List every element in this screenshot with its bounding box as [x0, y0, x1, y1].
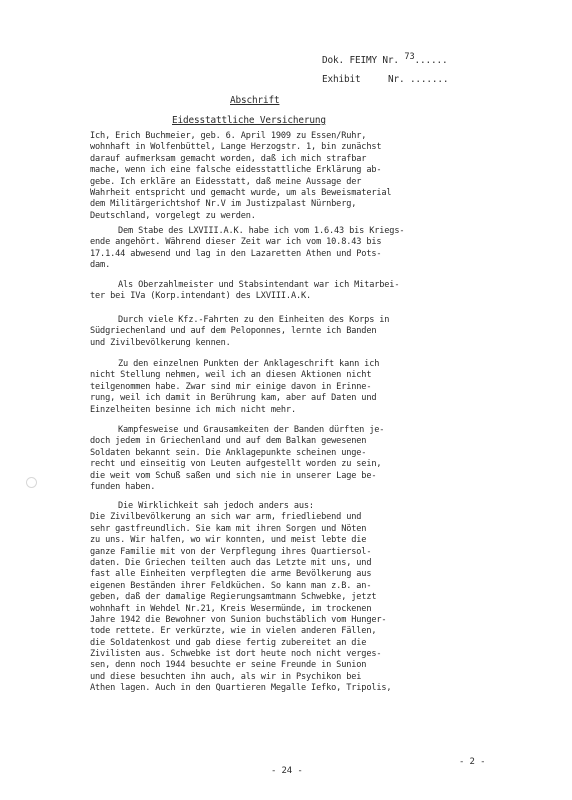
text-line: Südgriechenland und auf dem Peloponnes, lernte ich Banden — [90, 326, 377, 337]
text-line: recht und einseitig von Leuten aufgestellt worden zu sein, — [90, 459, 382, 470]
text-line: 17.1.44 abwesend und lag in den Lazaretten Athen und Pots- — [90, 248, 382, 259]
text-line: Wahrheit entspricht und gemacht wurde, um als Beweismaterial — [90, 187, 392, 198]
text-line: eigenen Beständen ihrer Feldküchen. So kann man z.B. an- — [90, 580, 372, 591]
text-line: Zivilisten aus. Schwebke ist dort heute noch nicht verges- — [90, 649, 382, 660]
exhibit-nr-label: Nr. — [387, 74, 405, 85]
text-line: Zu den einzelnen Punkten der Anklageschrift kann ich — [118, 359, 380, 369]
dok-number: 73 — [404, 52, 415, 62]
text-line: daten. Die Griechen teilten auch das Letzte mit uns, und — [90, 557, 372, 568]
paragraph-staff-service — [90, 226, 482, 272]
text-line: tode rettete. Er verkürzte, wie in vielen anderen Fällen, — [90, 626, 377, 637]
copy-title: Abschrift — [230, 95, 280, 106]
text-line: zu uns. Wir halfen, wo wir konnten, und meist lebte die — [90, 535, 367, 546]
text-line: dem Militärgerichtshof Nr.V im Justizpalast Nürnberg, — [90, 199, 357, 210]
text-line: geben, daß der damalige Regierungsamtmann Schwebke, jetzt — [90, 592, 377, 603]
text-line: fast alle Einheiten verpflegten die arme Bevölkerung aus — [90, 569, 372, 580]
exhibit-dots: ....... — [409, 74, 449, 85]
paragraph-travels — [90, 315, 482, 349]
text-line: ganze Familie mit von der Verpflegung ihres Quartiersol- — [90, 546, 372, 557]
text-line: Als Oberzahlmeister und Stabsintendant war ich Mitarbei- — [118, 280, 400, 290]
text-line: dam. — [90, 260, 111, 271]
text-line: mache, wenn ich eine falsche eidesstattliche Erklärung ab- — [90, 165, 382, 176]
text-line: sen, denn noch 1944 besuchte er seine Freunde in Sunion — [90, 660, 367, 671]
text-line: wohnhaft in Wolfenbüttel, Lange Herzogstr. 1, bin zunächst — [90, 142, 382, 153]
text-line: Die Wirklichkeit sah jedoch anders aus: — [118, 501, 314, 511]
dok-dots: ...... — [414, 55, 448, 66]
paragraph-intro — [90, 131, 482, 222]
text-line: teilgenommen habe. Zwar sind mir einige davon in Erinne- — [90, 381, 372, 392]
text-line: sehr gastfreundlich. Sie kam mit ihren Sorgen und Nöten — [90, 523, 367, 534]
text-line: Dem Stabe des LXVIII.A.K. habe ich vom 1.6.43 bis Kriegs- — [118, 226, 405, 236]
page-number: - 24 - — [271, 766, 303, 776]
text-line: doch jedem in Griechenland und auf dem Balkan gewesenen — [90, 436, 367, 447]
text-line: Deutschland, vorgelegt zu werden. — [90, 210, 256, 221]
text-line: darauf aufmerksam gemacht worden, daß ich mich strafbar — [90, 153, 367, 164]
text-line: Durch viele Kfz.-Fahrten zu den Einheiten des Korps in — [118, 315, 390, 325]
text-line: gebe. Ich erkläre an Eidesstatt, daß meine Aussage der — [90, 176, 362, 187]
text-line: Soldaten bekannt sein. Die Anklagepunkte scheinen unge- — [90, 447, 367, 458]
text-line: wohnhaft in Wehdel Nr.21, Kreis Wesermünde, im trockenen — [90, 603, 372, 614]
text-line: Jahre 1942 die Bewohner von Sunion buchstäblich vom Hunger- — [90, 614, 387, 625]
text-line: die Soldatenkost und gab diese fertig zubereitet an die — [90, 637, 367, 648]
punch-hole-mark — [26, 477, 37, 488]
exhibit-label: Exhibit — [322, 74, 361, 85]
paragraph-reality — [90, 501, 482, 695]
paragraph-position — [90, 280, 482, 303]
text-line: Ich, Erich Buchmeier, geb. 6. April 1909 zu Essen/Ruhr, — [90, 131, 367, 141]
paragraph-bands — [90, 425, 482, 493]
text-line: und diese besuchten ihn auch, als wir in Psychikon bei — [90, 671, 362, 682]
continuation-marker: - 2 - — [459, 757, 486, 767]
exhibit-reference-line — [322, 74, 448, 85]
paragraph-indictment — [90, 359, 482, 416]
text-line: Athen lagen. Auch in den Quartieren Megalle Iefko, Tripolis, — [90, 683, 392, 694]
text-line: die weit vom Schuß saßen und sich nie in unserer Lage be- — [90, 470, 377, 481]
dok-label: Dok. FEIMY Nr. — [322, 55, 399, 66]
text-line: rung, weil ich damit in Berührung kam, aber auf Daten und — [90, 393, 377, 404]
text-line: Die Zivilbevölkerung an sich war arm, friedliebend und — [90, 512, 362, 523]
text-line: funden haben. — [90, 481, 156, 492]
dok-reference-line — [322, 52, 448, 66]
text-line: und Zivilbevölkerung kennen. — [90, 337, 231, 348]
affidavit-heading: Eidesstattliche Versicherung — [172, 115, 326, 126]
text-line: Einzelheiten besinne ich mich nicht mehr. — [90, 404, 296, 415]
text-line: ter bei IVa (Korp.intendant) des LXVIII.A.K. — [90, 291, 312, 302]
text-line: Kampfesweise und Grausamkeiten der Banden dürften je- — [118, 425, 385, 435]
text-line: ende angehört. Während dieser Zeit war ich vom 10.8.43 bis — [90, 237, 382, 248]
text-line: nicht Stellung nehmen, weil ich an diesen Aktionen nicht — [90, 370, 372, 381]
